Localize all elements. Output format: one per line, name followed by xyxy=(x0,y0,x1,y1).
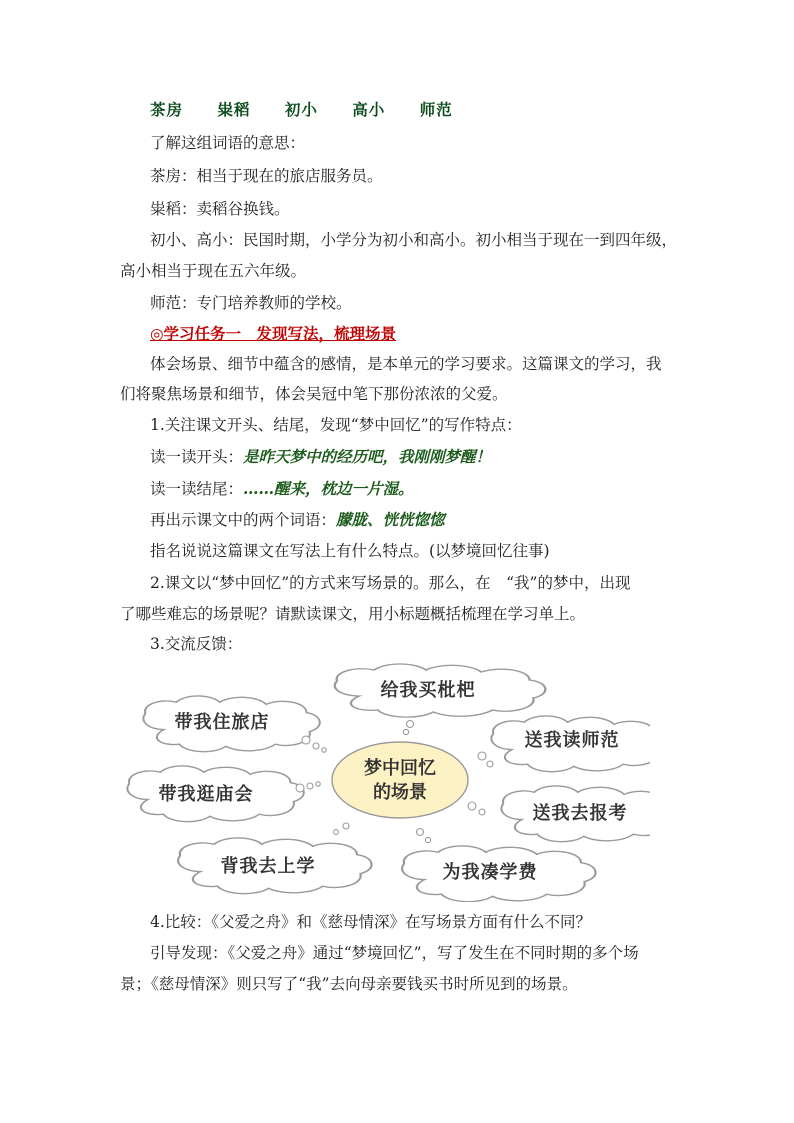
def-tea-room xyxy=(150,166,383,186)
center-label-line1: 梦中回忆 xyxy=(364,758,436,779)
mindmap-svg xyxy=(110,662,650,902)
read-begin xyxy=(150,447,491,467)
words-label: 再出示课文中的两个词语： xyxy=(150,511,337,529)
vocab-word: 师范 xyxy=(419,100,453,119)
step-3: 3.交流反馈： xyxy=(150,635,243,653)
def-primary-line1: 初小、高小：民国时期，小学分为初小和高小。初小相当于现在一到四年级， xyxy=(150,231,678,249)
scene-mindmap xyxy=(110,662,650,902)
center-ellipse xyxy=(332,742,468,818)
vocab-word: 粜稻 xyxy=(217,100,251,119)
cloud-label: 给我买枇杷 xyxy=(380,680,476,701)
read-end xyxy=(150,479,414,499)
task-para-line2: 们将聚焦场景和细节，体会吴冠中笔下那份浓浓的父爱。 xyxy=(120,385,508,403)
vocab-word: 茶房 xyxy=(150,100,184,119)
step-1: 1.关注课文开头、结尾，发现“梦中回忆”的写作特点： xyxy=(150,416,522,434)
center-label-line2: 的场景 xyxy=(373,782,427,803)
read-begin-label: 读一读开头： xyxy=(150,448,244,466)
vocab-list xyxy=(150,100,481,120)
words-line xyxy=(150,510,445,530)
ask-feature: 指名说说这篇课文在写法上有什么特点。(以梦境回忆往事) xyxy=(150,542,550,560)
vocab-word: 初小 xyxy=(284,100,318,119)
read-begin-quote: 是昨天梦中的经历吧，我刚刚梦醒！ xyxy=(243,447,492,466)
cloud-label: 送我读师范 xyxy=(524,730,620,751)
def-primary-line2: 高小相当于现在五六年级。 xyxy=(120,262,307,280)
read-end-label: 读一读结尾： xyxy=(150,480,244,498)
intro-text: 了解这组词语的意思： xyxy=(150,134,306,152)
cloud-label: 背我去上学 xyxy=(220,856,316,877)
task-title: ◎学习任务一 发现写法，梳理场景 xyxy=(150,324,397,343)
def-text: 卖稻谷换钱。 xyxy=(196,200,290,218)
guide-line1: 引导发现：《父爱之舟》通过“梦境回忆”，写了发生在不同时期的多个场 xyxy=(150,944,639,962)
def-normal-school: 师范：专门培养教师的学校。 xyxy=(150,294,352,312)
read-end-quote: ……醒来，枕边一片湿。 xyxy=(243,479,414,498)
task-para-line1: 体会场景、细节中蕴含的感情，是本单元的学习要求。这篇课文的学习，我 xyxy=(150,355,662,373)
cloud-label: 为我凑学费 xyxy=(442,862,538,883)
cloud-label: 送我去报考 xyxy=(532,803,628,824)
vocab-word: 高小 xyxy=(352,100,386,119)
guide-line2: 景；《慈母情深》则只写了“我”去向母亲要钱买书时所见到的场景。 xyxy=(120,975,578,993)
def-text: 相当于现在的旅店服务员。 xyxy=(196,167,383,185)
def-term: 茶房： xyxy=(150,167,197,185)
def-sell-rice xyxy=(150,199,290,219)
words-highlight: 朦胧、恍恍惚惚 xyxy=(336,510,445,529)
cloud-label: 带我住旅店 xyxy=(174,712,270,733)
step-2-line1: 2.课文以“梦中回忆”的方式来写场景的。那么，在 “我”的梦中，出现 xyxy=(150,574,631,592)
def-term: 粜稻： xyxy=(150,200,197,218)
cloud-label: 带我逛庙会 xyxy=(158,784,254,805)
step-4: 4.比较：《父爱之舟》和《慈母情深》在写场景方面有什么不同？ xyxy=(150,913,592,931)
step-2-line2: 了哪些难忘的场景呢？请默读课文，用小标题概括梳理在学习单上。 xyxy=(120,605,586,623)
